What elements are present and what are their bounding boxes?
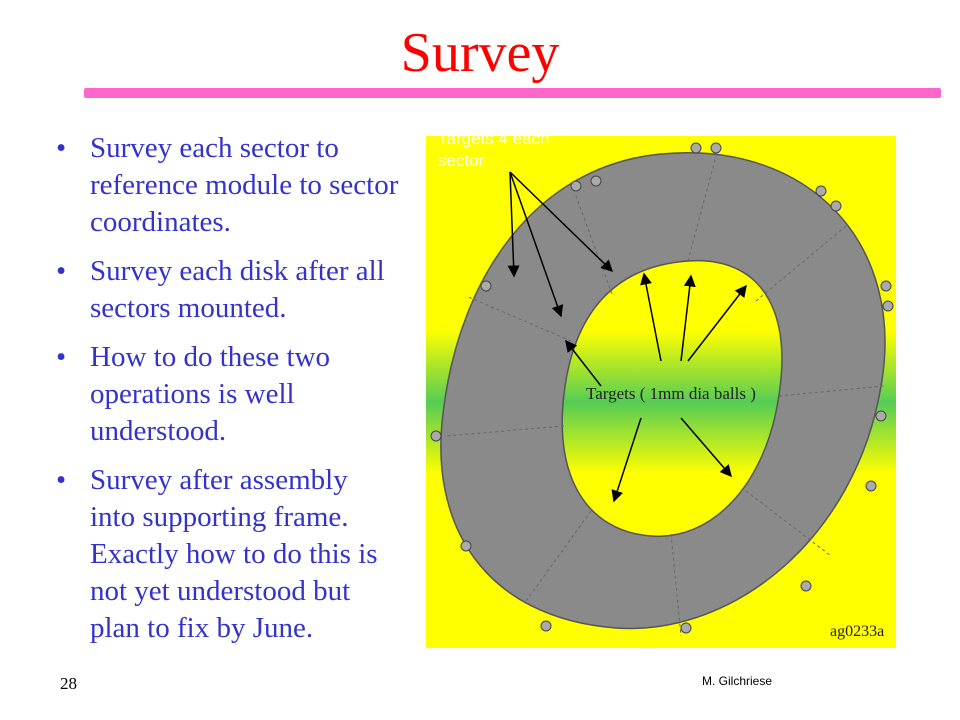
disk-figure [426,136,896,648]
bullet-marker: • [56,255,67,287]
bullet-text: Survey after assembly into supporting frame. Exactly how to do this is not yet understood but plan to fix by June. [90,464,378,644]
bullet-item [54,253,399,327]
bullet-list [54,130,399,659]
figure-id-label: ag0233a [830,623,885,640]
bullet-item [54,462,399,647]
bullet-item [54,339,399,450]
bullet-item [54,130,399,241]
bullet-marker: • [56,341,67,373]
title-divider [84,88,941,98]
bullet-marker: • [56,464,67,496]
targets-annotation: Targets 4 each sector [438,129,550,170]
disk-diagram [426,136,896,648]
slide-title: Survey [400,22,560,84]
bullet-text: How to do these two operations is well understood. [90,341,331,447]
bullet-text: Survey each sector to reference module to sector coordinates. [90,132,399,238]
bullet-marker: • [56,132,67,164]
bullet-text: Survey each disk after all sectors mounted. [90,255,385,324]
author-footer: M. Gilchriese [702,674,773,688]
page-number: 28 [60,674,77,693]
center-label: Targets ( 1mm dia balls ) [586,384,756,403]
